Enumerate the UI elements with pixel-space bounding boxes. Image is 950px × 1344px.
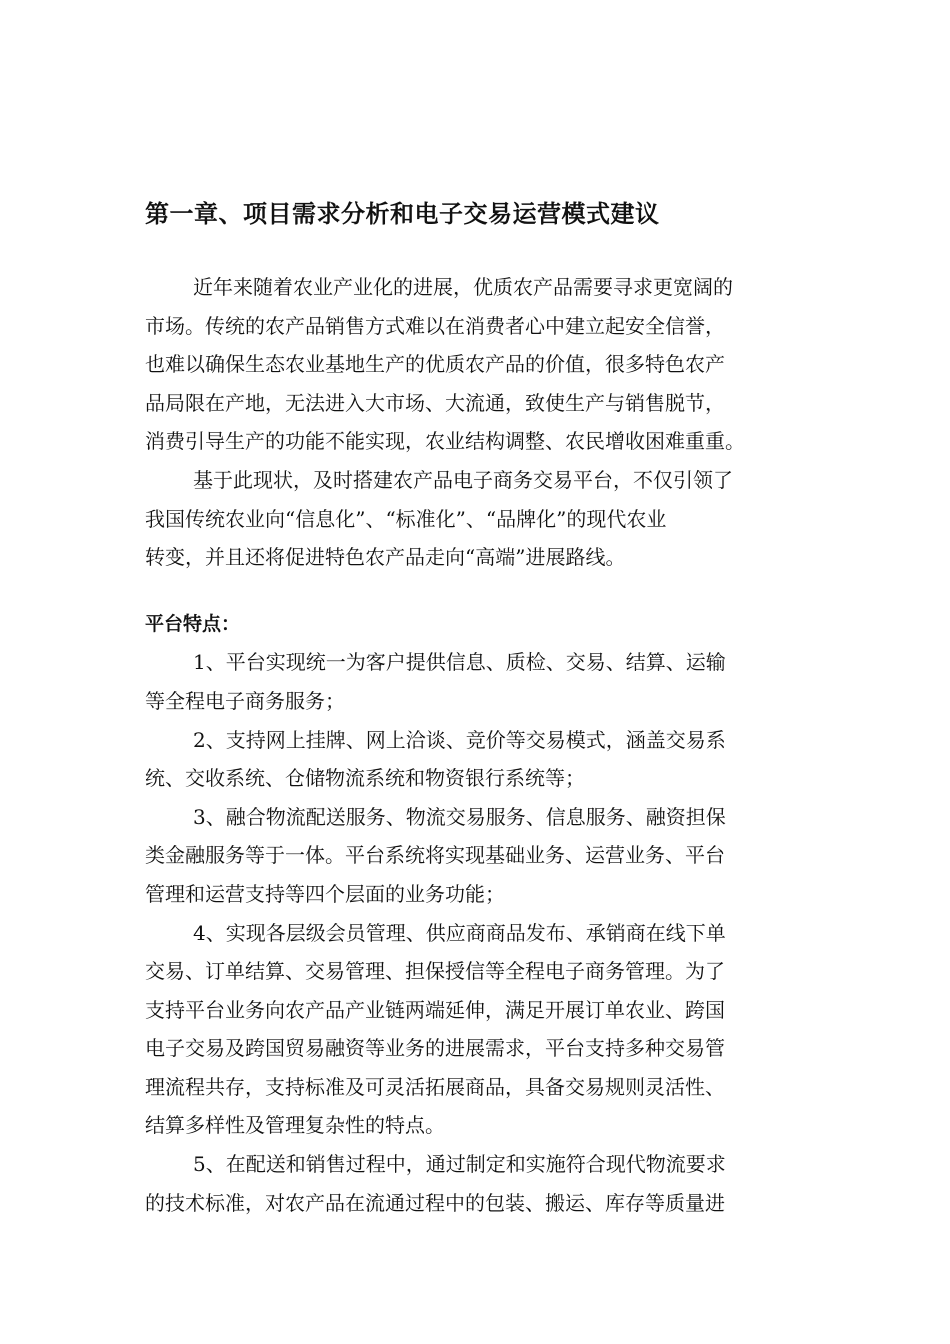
document-content [145, 196, 810, 1222]
text-line: 转变，并且还将促进特色农产品走向“高端”进展路线。 [145, 545, 626, 570]
text-line: 理流程共存，支持标准及可灵活拓展商品，具备交易规则灵活性、 [145, 1074, 725, 1099]
features-section [145, 643, 810, 1222]
text-line: 统、交收系统、仓储物流系统和物资银行系统等； [145, 766, 585, 791]
text-line: 类金融服务等于一体。平台系统将实现基础业务、运营业务、平台 [145, 843, 725, 868]
intro-section [145, 268, 810, 577]
text-line: 基于此现状，及时搭建农产品电子商务交易平台，不仅引领了 [193, 467, 733, 492]
text-line: 4、实现各层级会员管理、供应商商品发布、承销商在线下单 [193, 920, 726, 945]
text-line: 2、支持网上挂牌、网上洽谈、竞价等交易模式，涵盖交易系 [193, 727, 726, 752]
intro-paragraph-2 [145, 461, 810, 577]
feature-paragraph-4 [145, 914, 810, 1146]
text-line: 支持平台业务向农产品产业链两端延伸，满足开展订单农业、跨国 [145, 997, 725, 1022]
text-line: 也难以确保生态农业基地生产的优质农产品的价值，很多特色农产 [145, 352, 725, 377]
section-heading: 平台特点： [145, 612, 241, 635]
chapter-title: 第一章、项目需求分析和电子交易运营模式建议 [145, 200, 660, 228]
text-line: 1、平台实现统一为客户提供信息、质检、交易、结算、运输 [193, 650, 726, 675]
text-line: 结算多样性及管理复杂性的特点。 [145, 1113, 445, 1138]
text-line: 等全程电子商务服务； [145, 688, 345, 713]
text-line: 5、在配送和销售过程中，通过制定和实施符合现代物流要求 [193, 1152, 726, 1177]
text-line: 交易、订单结算、交易管理、担保授信等全程电子商务管理。为了 [145, 959, 725, 984]
feature-paragraph-1 [145, 643, 810, 720]
feature-paragraph-3 [145, 798, 810, 914]
text-line: 3、融合物流配送服务、物流交易服务、信息服务、融资担保 [193, 804, 726, 829]
text-line: 我国传统农业向“信息化”、“标准化”、“品牌化”的现代农业 [145, 506, 667, 531]
text-line: 近年来随着农业产业化的进展，优质农产品需要寻求更宽阔的 [193, 275, 733, 299]
text-line: 品局限在产地，无法进入大市场、大流通，致使生产与销售脱节， [145, 390, 725, 415]
text-line: 市场。传统的农产品销售方式难以在消费者心中建立起安全信誉， [145, 313, 725, 338]
text-line: 消费引导生产的功能不能实现，农业结构调整、农民增收困难重重。 [145, 429, 745, 454]
intro-paragraph-1 [145, 268, 810, 461]
text-line: 管理和运营支持等四个层面的业务功能； [145, 881, 505, 906]
text-line: 的技术标准，对农产品在流通过程中的包装、搬运、库存等质量进 [145, 1190, 725, 1215]
feature-paragraph-5 [145, 1145, 810, 1222]
feature-paragraph-2 [145, 721, 810, 798]
text-line: 电子交易及跨国贸易融资等业务的进展需求，平台支持多种交易管 [145, 1036, 725, 1061]
